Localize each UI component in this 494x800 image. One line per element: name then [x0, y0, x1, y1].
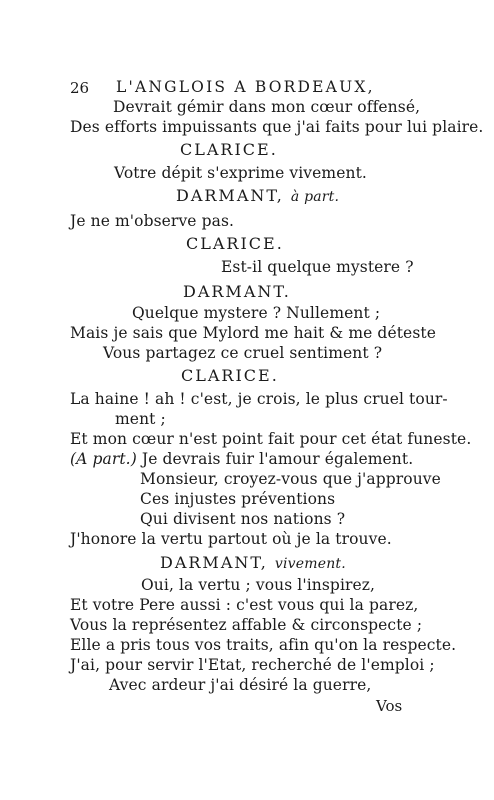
verse-line: Mais je sais que Mylord me hait & me déteste	[70, 324, 436, 342]
stage-direction: (A part.)	[70, 450, 137, 468]
page-number: 26	[70, 79, 90, 97]
verse-line: Et mon cœur n'est point fait pour cet état funeste.	[70, 430, 472, 448]
speaker-heading	[176, 186, 339, 205]
stage-direction: vivement.	[274, 556, 346, 572]
verse-line: Vous la représentez affable & circonspecte ;	[70, 616, 423, 634]
speaker-heading	[160, 553, 346, 572]
verse-line: La haine ! ah ! c'est, je crois, le plus cruel tour-	[70, 390, 448, 408]
speaker-name: DARMANT,	[160, 553, 268, 572]
verse-line: Est-il quelque mystere ?	[221, 258, 414, 276]
catchword: Vos	[376, 697, 403, 715]
verse-line: Des efforts impuissants que j'ai faits pour lui plaire.	[70, 118, 484, 136]
speaker-name: DARMANT.	[183, 282, 291, 301]
speaker-name: DARMANT,	[176, 186, 284, 205]
verse-line: Votre dépit s'exprime vivement.	[114, 164, 367, 182]
speaker-name: CLARICE.	[180, 140, 278, 159]
verse-line: ment ;	[115, 410, 166, 428]
verse-line: Et votre Pere aussi : c'est vous qui la parez,	[70, 596, 419, 614]
verse-line	[70, 450, 413, 468]
stage-direction: à part.	[290, 189, 340, 205]
verse-line: Je ne m'observe pas.	[70, 212, 235, 230]
running-title: L'ANGLOIS A BORDEAUX,	[116, 78, 375, 96]
verse-line: J'honore la vertu partout où je la trouve.	[70, 530, 392, 548]
speaker-name: CLARICE.	[181, 366, 279, 385]
verse-line: Monsieur, croyez-vous que j'approuve	[140, 470, 441, 488]
verse-line: Avec ardeur j'ai désiré la guerre,	[109, 676, 372, 694]
verse-line: Oui, la vertu ; vous l'inspirez,	[141, 576, 376, 594]
speaker-name: CLARICE.	[186, 234, 284, 253]
verse-line: Qui divisent nos nations ?	[140, 510, 346, 528]
verse-line: J'ai, pour servir l'Etat, recherché de l'emploi ;	[70, 656, 435, 674]
verse-line: Devrait gémir dans mon cœur offensé,	[113, 98, 421, 116]
verse-line: Ces injustes préventions	[140, 490, 336, 508]
verse-line: Quelque mystere ? Nullement ;	[132, 304, 381, 322]
verse-line: Elle a pris tous vos traits, afin qu'on la respecte.	[70, 636, 457, 654]
verse-line: Vous partagez ce cruel sentiment ?	[103, 344, 383, 362]
verse-text: Je devrais fuir l'amour également.	[141, 450, 414, 468]
